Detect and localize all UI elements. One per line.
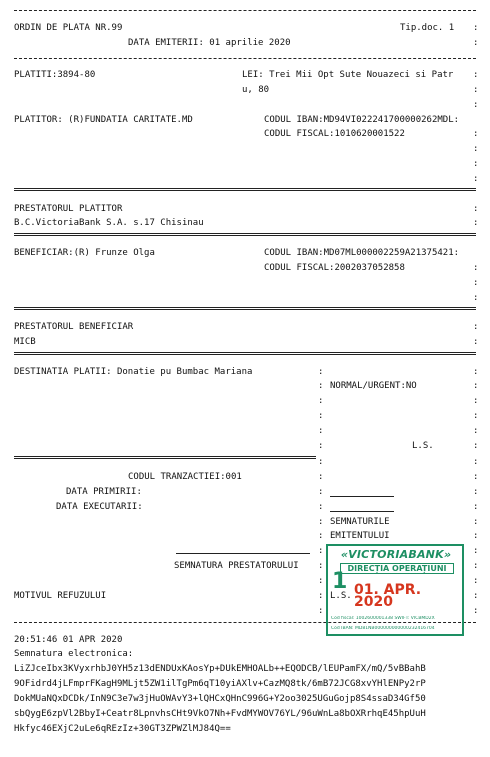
provider-signature-label: SEMNATURA PRESTATORULUI — [174, 561, 299, 571]
double-rule — [14, 352, 476, 355]
signature-line-4: sbQygE6zpVl2BbyI+Ceatr8LpnvhsCHt9VkO7Nh+FvdMYWOV76YL/96uWnLa8bOXRrhqE45hpUuH — [14, 709, 426, 719]
refusal-reason-label: MOTIVUL REFUZULUI — [14, 591, 107, 601]
ls-mark: L.S. — [412, 441, 434, 451]
signature-line-3: DokMUaNQxDCDk/InN9C3e7w3jHuOWAvY3+lQHCxQHnC996G+Y2oo3025UGuGojp8S4ssaD34Gf50 — [14, 694, 426, 704]
beneficiary-provider-name: MICB — [14, 337, 36, 347]
beneficiary-iban: CODUL IBAN:MD07ML000002259A21375421: — [264, 248, 460, 258]
amount-words-line2: u, 80 — [242, 85, 270, 95]
beneficiary-name: BENEFICIAR:(R) Frunze Olga — [14, 248, 155, 258]
double-rule — [14, 233, 476, 236]
footer-timestamp: 20:51:46 01 APR 2020 — [14, 635, 123, 645]
signature-line-1: LiZJceIbx3KVyxrhbJ0YH5z13dENDUxKAosYp+DUkEMHOALb++EQODCB/lEUPamFX/mQ/5vBBahB — [14, 664, 426, 674]
payer-name: PLATITOR: (R)FUNDATIA CARITATE.MD — [14, 115, 193, 125]
transaction-code: CODUL TRANZACTIEI:001 — [128, 472, 242, 482]
beneficiary-provider-heading: PRESTATORUL BENEFICIAR — [14, 322, 134, 332]
payer-provider-name: B.C.VictoriaBank S.A. s.17 Chisinau — [14, 218, 204, 228]
date-received-label: DATA PRIMIRII: — [66, 487, 142, 497]
payer-fiscal: CODUL FISCAL:1010620001522 — [264, 129, 405, 139]
stamp-number: 1 — [332, 569, 348, 594]
stamp-department: DIRECȚIA OPERAȚIUNI — [340, 563, 454, 574]
esignature-label: Semnatura electronica: — [14, 649, 134, 659]
date-received-line — [330, 496, 394, 497]
beneficiary-fiscal: CODUL FISCAL:2002037052858 — [264, 263, 405, 273]
top-rule — [14, 10, 476, 11]
stamp-bank-name: «VICTORIABANK» — [340, 548, 452, 561]
double-rule — [14, 307, 476, 310]
order-title: ORDIN DE PLATA NR.99 — [14, 23, 123, 33]
double-rule-short — [14, 456, 316, 459]
date-executed-label: DATA EXECUTARII: — [56, 502, 143, 512]
urgency: NORMAL/URGENT:NO — [330, 381, 417, 391]
payer-iban: CODUL IBAN:MD94VI022241700000262MDL: — [264, 115, 460, 125]
stamp-fiscal-line: Cod fiscal: 1002600001338 SWIFT: VICBMD2X — [331, 616, 435, 621]
signature-line-2: 9OFidrd4jLFmprFKagH9MLjt5ZW1ilTgPm6qT10yiAXlv+CazMQ8tk/6mB72JCG8xvYHlENPy2rP — [14, 679, 426, 689]
amount-label: PLATITI:3894-80 — [14, 70, 96, 80]
amount-words-line1: LEI: Trei Mii Opt Sute Nouazeci si Patr — [242, 70, 454, 80]
provider-signature-line — [176, 553, 310, 554]
date-executed-line — [330, 511, 394, 512]
payment-destination: DESTINATIA PLATII: Donatie pu Bumbac Mariana — [14, 367, 253, 377]
rule — [14, 58, 476, 59]
emission-date: DATA EMITERII: 01 aprilie 2020 — [128, 38, 291, 48]
stamp-date: 01. APR. 2020 — [354, 582, 422, 610]
doc-type: Tip.doc. 1 — [400, 23, 455, 33]
payer-provider-heading: PRESTATORUL PLATITOR — [14, 204, 123, 214]
double-rule — [14, 188, 476, 191]
issuer-label: EMITENTULUI — [330, 531, 390, 541]
signatures-label: SEMNATURILE — [330, 517, 390, 527]
stamp-iban-line: Cod IBAN: MD81NB000000000000232416704 — [331, 626, 435, 631]
ls-mark-2: L.S. — [330, 591, 352, 601]
signature-line-5: Hkfyc46EXjC2uLe6qREzIz+30GT3ZPWZlMJ84Q== — [14, 724, 231, 734]
bank-stamp — [326, 544, 464, 636]
payment-order-document: ORDIN DE PLATA NR.99 Tip.doc. 1 : DATA EMITERII: 01 aprilie 2020 : PLATITI:3894-80 LEI: Trei Mii Opt Sute Nouazeci si Patr : u, 80 : : PLATITOR: (R)FUNDATIA CARITATE.MD CODUL IBAN:MD94VI022241700000262MDL: CODUL FISCAL:1010620001522 : : : : PRESTATORUL PLATITOR : B.C.VictoriaBank S.A. s.17 Chisinau : BENEFICIAR:(R) Frunze Olga CODUL IBAN:MD07ML000002259A21375421: CODUL FISCAL:2002037052858 : : : PRESTATORUL BENEFICIAR : MICB : DESTINATIA PLATII: Donatie pu Bumbac Mariana : : : NORMAL/URGENT:NO : : : : : : : : L.S. : : : CODUL TRANZACTIEI:001 : : DATA PRIMIRII: : : DATA EXECUTARII: : : : SEMNATURILE : : EMITENTULUI : : : SEMNATURA PRESTATORULUI : : : : MOTIVUL REFUZULUI : L.S. : : : «VICTORIABANK» DIRECȚIA OPERAȚIUNI 1 01. APR. 2020 Cod fiscal: 1002600001338 SWIFT: VICBMD2X Cod IBAN: MD81NB000000000000232416704 20:51:46 01 APR 2020 Semnatura electronica: LiZJceIbx3KVyxrhbJ0YH5z13dENDUxKAosYp+DUkEMHOALb++EQODCB/lEUPamFX/mQ/5vBBahB 9OFidrd4jLFmprFKagH9MLjt5ZW1ilTgPm6qT10yiAXlv+CazMQ8tk/6mB72JCG8xvYHlENPy2rP DokMUaNQxDCDk/InN9C3e7w3jHuOWAvY3+lQHCxQHnC996G+Y2oo3025UGuGojp8S4ssaD34Gf50 sbQygE6zpVl2BbyI+Ceatr8LpnvhsCHt9VkO7Nh+FvdMYWOV76YL/96uWnLa8bOXRrhqE45hpUuH Hkfyc46EXjC2uLe6qREzIz+30GT3ZPWZlMJ84Q== — [0, 0, 490, 757]
